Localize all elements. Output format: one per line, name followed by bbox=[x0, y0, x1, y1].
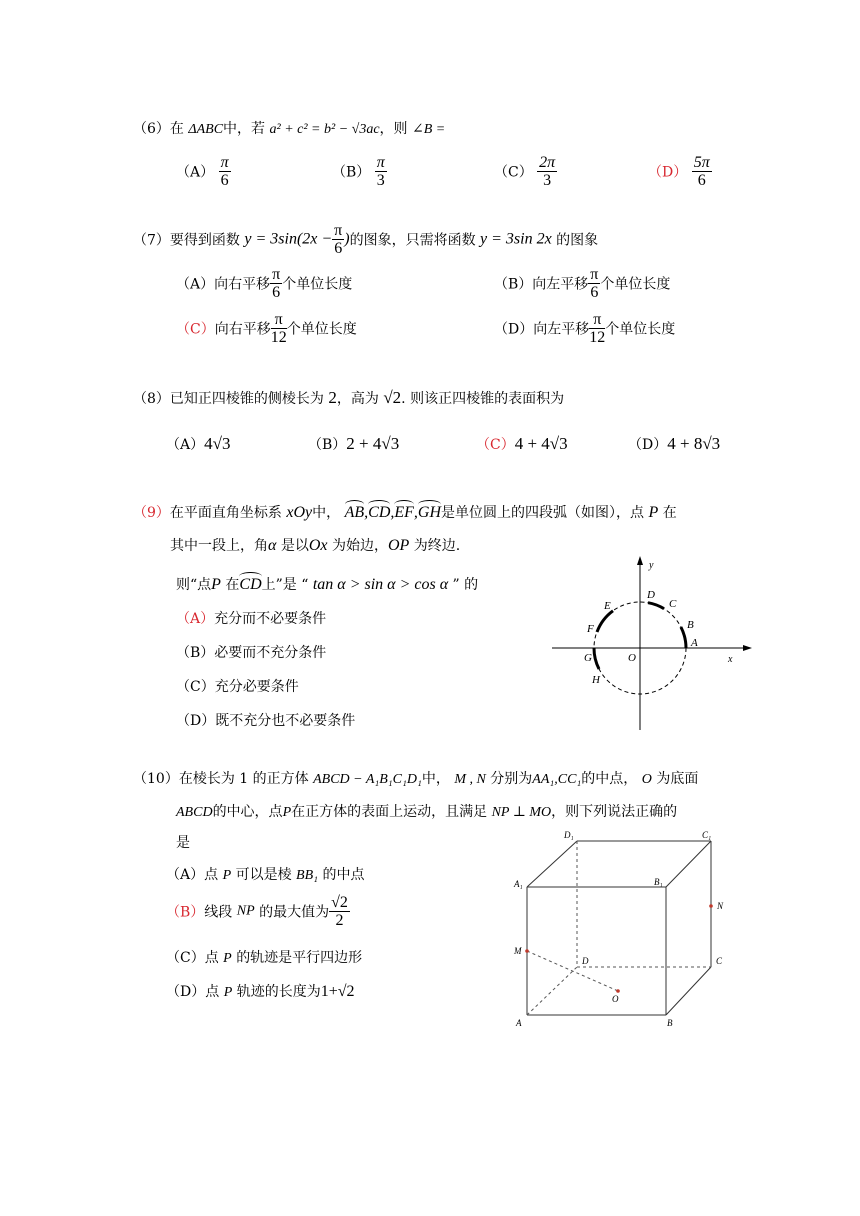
numerator: π bbox=[376, 154, 385, 171]
option-text: 个单位长度 bbox=[286, 321, 357, 338]
option-label: （D） bbox=[176, 713, 216, 729]
label-o: O bbox=[628, 652, 636, 664]
option-label-correct: （A） bbox=[176, 611, 215, 627]
option-label: （A） bbox=[166, 867, 205, 883]
point-o bbox=[616, 989, 620, 993]
q10-math: AA₁,CC₁ bbox=[532, 772, 582, 787]
q9-text: 在 bbox=[225, 577, 240, 593]
q6-option-a[interactable] bbox=[176, 154, 231, 189]
q9-line-1: （9）在平面直角坐标系 xOy中， AB,CD,EF,GH是单位圆上的四段弧（如图），点 P 在 bbox=[133, 504, 677, 521]
option-label: （B） bbox=[332, 164, 371, 181]
arc-ef: EF bbox=[394, 504, 414, 521]
arc-cd: CD bbox=[368, 504, 391, 521]
option-value: 1+√2 bbox=[320, 983, 355, 1000]
option-text: 点 bbox=[204, 950, 219, 966]
q10-math: ABCD − A₁B₁C₁D₁ bbox=[313, 772, 422, 787]
option-text: 可以是棱 bbox=[235, 867, 292, 883]
q10-math: NP ⊥ MO bbox=[491, 805, 552, 820]
fraction bbox=[588, 266, 600, 301]
q8-value: 2 bbox=[328, 388, 337, 407]
q7-option-d[interactable] bbox=[494, 311, 675, 346]
option-math: P bbox=[223, 985, 233, 1000]
label-g: G bbox=[584, 652, 592, 664]
denominator: 3 bbox=[543, 172, 552, 189]
label-c: C bbox=[669, 598, 677, 610]
q8-text: . 则该正四棱锥的表面积为 bbox=[401, 391, 565, 407]
q6-number: （6） bbox=[133, 121, 170, 137]
q6-stem bbox=[133, 118, 445, 138]
q10-text: 为底面 bbox=[656, 771, 699, 787]
q6-text: 在 bbox=[169, 121, 184, 137]
option-label: （D） bbox=[494, 321, 534, 338]
label-b1: B₁ bbox=[654, 877, 663, 887]
edge-b1c1 bbox=[666, 841, 711, 887]
q6-text: 中，若 bbox=[223, 121, 266, 137]
q9-text: 上”是 “ bbox=[261, 577, 309, 593]
q9-option-d[interactable] bbox=[176, 710, 355, 730]
q6-equation: a² + c² = b² − √3ac bbox=[269, 122, 380, 137]
q7-number: （7） bbox=[133, 232, 170, 249]
q10-math: M , N bbox=[454, 772, 486, 787]
label-a: A bbox=[691, 637, 698, 649]
option-text: 个单位长度 bbox=[605, 321, 676, 338]
option-text: 充分必要条件 bbox=[214, 679, 299, 695]
option-label: （C） bbox=[166, 950, 205, 966]
cube-figure bbox=[508, 826, 738, 1036]
option-math: BB₁ bbox=[296, 868, 319, 883]
label-b: B bbox=[667, 1018, 673, 1028]
option-text: 的最大值为 bbox=[259, 904, 330, 921]
arc-gh: GH bbox=[417, 504, 442, 521]
label-o: O bbox=[612, 994, 619, 1004]
q8-option-c[interactable] bbox=[476, 434, 568, 454]
numerator: 5π bbox=[693, 154, 710, 171]
q9-text: 为终边. bbox=[413, 538, 461, 554]
denominator: 2 bbox=[335, 912, 344, 929]
fraction bbox=[329, 894, 350, 929]
q9-text: 为始边， bbox=[331, 538, 388, 554]
q10-number: （10） bbox=[133, 771, 179, 787]
option-text: 个单位长度 bbox=[282, 276, 353, 293]
option-value: 4 + 8√3 bbox=[667, 434, 721, 453]
edge-bc bbox=[666, 967, 711, 1015]
label-d: D bbox=[647, 589, 655, 601]
q7-option-b[interactable] bbox=[494, 266, 670, 301]
q9-math: α bbox=[268, 537, 277, 554]
label-c: C bbox=[716, 956, 723, 966]
arc-cd-mark bbox=[648, 603, 664, 609]
q10-option-a[interactable] bbox=[166, 864, 364, 884]
q9-text: 是单位圆上的四段弧（如图），点 bbox=[441, 505, 645, 521]
q10-text: 分别为 bbox=[490, 771, 533, 787]
option-label-correct: （B） bbox=[166, 904, 205, 921]
option-math: P bbox=[222, 868, 232, 883]
option-label-correct: （D） bbox=[648, 164, 688, 181]
q8-value: √2 bbox=[383, 388, 402, 407]
q7-text: 的图象 bbox=[556, 232, 599, 249]
q7-option-a[interactable] bbox=[176, 266, 352, 301]
label-d: D bbox=[582, 956, 589, 966]
denominator: 6 bbox=[220, 172, 229, 189]
option-label: （A） bbox=[176, 276, 215, 293]
option-math: P bbox=[223, 951, 232, 966]
arc-ab-mark bbox=[681, 627, 686, 648]
fraction bbox=[270, 266, 282, 301]
q9-text: 是以 bbox=[280, 538, 309, 554]
q10-text: ，则下列说法正确的 bbox=[551, 804, 678, 820]
q10-text: 的中心，点 bbox=[212, 804, 283, 820]
q9-text: 则“点 bbox=[176, 577, 212, 593]
q10-text: 是 bbox=[176, 835, 190, 851]
q9-math: OP bbox=[387, 537, 410, 554]
q8-option-a[interactable] bbox=[166, 434, 230, 454]
q10-math: ABCD bbox=[176, 805, 213, 820]
option-label: （B） bbox=[176, 645, 215, 661]
arc-ef-mark bbox=[597, 611, 613, 632]
option-text: 向左平移 bbox=[532, 276, 589, 293]
option-math: NP bbox=[236, 903, 255, 919]
option-label: （B） bbox=[494, 276, 533, 293]
q9-number: （9） bbox=[133, 505, 170, 521]
denominator: 12 bbox=[589, 329, 606, 346]
q10-line-2 bbox=[176, 801, 677, 821]
label-f: F bbox=[587, 623, 594, 635]
q9-text: 在平面直角坐标系 bbox=[169, 505, 282, 521]
q7-option-c[interactable] bbox=[176, 311, 357, 346]
option-label: （B） bbox=[308, 437, 347, 453]
option-label: （C） bbox=[494, 164, 533, 181]
q10-math: O bbox=[641, 772, 652, 787]
label-m: M bbox=[514, 946, 522, 956]
arc-gh-mark bbox=[594, 648, 599, 669]
label-d1: D₁ bbox=[564, 830, 574, 840]
segment-mo bbox=[527, 951, 618, 991]
denominator: 6 bbox=[334, 240, 343, 257]
q10-text: 的中点， bbox=[581, 771, 638, 787]
q10-math: P bbox=[282, 805, 292, 820]
fraction bbox=[692, 154, 712, 189]
q6-text: ，则 bbox=[379, 121, 408, 137]
q9-math: Ox bbox=[308, 537, 328, 554]
option-text: 向右平移 bbox=[214, 321, 271, 338]
q9-math: P bbox=[648, 504, 659, 521]
numerator: π bbox=[589, 311, 605, 329]
q10-text: 在棱长为 1 的正方体 bbox=[178, 771, 309, 787]
q9-line-2 bbox=[170, 535, 460, 555]
option-label-correct: （C） bbox=[476, 437, 515, 453]
q7-function: y = 3sin(2x − bbox=[244, 230, 333, 248]
option-text: 线段 bbox=[204, 904, 233, 921]
q8-stem bbox=[133, 388, 564, 408]
q8-number: （8） bbox=[133, 391, 170, 407]
numerator: √2 bbox=[331, 894, 348, 911]
option-text: 必要而不充分条件 bbox=[214, 645, 327, 661]
point-n bbox=[709, 904, 713, 908]
fraction bbox=[375, 154, 387, 189]
label-e: E bbox=[604, 600, 611, 612]
option-text: 的轨迹是平行四边形 bbox=[236, 950, 363, 966]
point-m bbox=[525, 949, 529, 953]
q6-option-d[interactable] bbox=[648, 154, 712, 189]
q9-math: P bbox=[211, 576, 221, 593]
option-label: （A） bbox=[176, 164, 215, 181]
option-text: 点 bbox=[204, 867, 219, 883]
q10-text: 中， bbox=[421, 771, 450, 787]
q9-text: 在 bbox=[662, 505, 677, 521]
q9-text: 中， bbox=[312, 505, 341, 521]
option-text: 点 bbox=[205, 984, 220, 1000]
x-axis-arrow bbox=[743, 645, 752, 651]
arc-cd: CD bbox=[239, 576, 262, 593]
q8-option-d[interactable] bbox=[628, 434, 720, 454]
q8-text: 已知正四棱锥的侧棱长为 bbox=[169, 391, 324, 407]
q9-option-b[interactable] bbox=[176, 642, 326, 662]
option-value: 2 + 4√3 bbox=[346, 434, 400, 453]
denominator: 12 bbox=[270, 329, 287, 346]
fraction bbox=[537, 154, 557, 189]
label-a1: A₁ bbox=[514, 879, 523, 889]
option-text: 向右平移 bbox=[214, 276, 271, 293]
label-x: x bbox=[728, 654, 733, 665]
option-text: 个单位长度 bbox=[600, 276, 671, 293]
denominator: 6 bbox=[590, 284, 599, 301]
q10-option-c[interactable] bbox=[166, 947, 362, 967]
arc-ab: AB bbox=[344, 504, 365, 521]
label-h: H bbox=[592, 674, 600, 686]
label-b: B bbox=[687, 619, 694, 631]
denominator: 6 bbox=[272, 284, 281, 301]
q9-condition: tan α > sin α > cos α bbox=[312, 576, 449, 593]
q9-text: ” 的 bbox=[452, 577, 479, 593]
option-label: （D） bbox=[628, 437, 668, 453]
q7-text: 的图象，只需将函数 bbox=[349, 232, 476, 249]
option-text: 既不充分也不必要条件 bbox=[215, 713, 356, 729]
option-text: 的中点 bbox=[322, 867, 365, 883]
q10-text: 在正方体的表面上运动，且满足 bbox=[291, 804, 488, 820]
option-label: （C） bbox=[176, 679, 215, 695]
q6-option-c[interactable] bbox=[494, 154, 557, 189]
q10-option-d[interactable] bbox=[166, 981, 355, 1001]
option-value: 4√3 bbox=[204, 434, 231, 453]
y-axis-arrow bbox=[637, 556, 643, 565]
fraction bbox=[589, 311, 605, 346]
q9-text: 其中一段上，角 bbox=[170, 538, 268, 554]
unit-circle-figure bbox=[550, 550, 760, 735]
fraction bbox=[219, 154, 231, 189]
numerator: π bbox=[271, 311, 287, 329]
q6-angle: ∠B = bbox=[412, 122, 446, 137]
option-label: （D） bbox=[166, 984, 206, 1000]
denominator: 6 bbox=[697, 172, 706, 189]
denominator: 3 bbox=[376, 172, 385, 189]
numerator: 2π bbox=[539, 154, 556, 171]
q10-line-3 bbox=[176, 832, 190, 852]
label-c1: C₁ bbox=[702, 830, 712, 840]
numerator: π bbox=[272, 266, 281, 283]
q10-line-1 bbox=[133, 768, 698, 788]
label-a: A bbox=[516, 1018, 522, 1028]
q7-stem bbox=[133, 222, 598, 257]
option-label-correct: （C） bbox=[176, 321, 215, 338]
q7-text: 要得到函数 bbox=[169, 232, 240, 249]
fraction bbox=[332, 222, 344, 257]
q6-triangle: ΔABC bbox=[188, 122, 224, 137]
label-n: N bbox=[717, 901, 724, 911]
q7-function: y = 3sin 2x bbox=[480, 230, 552, 248]
q8-option-b[interactable] bbox=[308, 434, 399, 454]
numerator: π bbox=[334, 222, 343, 239]
numerator: π bbox=[220, 154, 229, 171]
edge-a1d1 bbox=[527, 841, 577, 887]
q9-line-3 bbox=[176, 574, 478, 594]
q8-text: ，高为 bbox=[336, 391, 379, 407]
edge-ad-hidden bbox=[527, 967, 577, 1015]
option-text: 轨迹的长度为 bbox=[236, 984, 321, 1000]
q7-function: ) bbox=[344, 230, 350, 248]
q9-math: xOy bbox=[286, 504, 313, 521]
q6-option-b[interactable] bbox=[332, 154, 387, 189]
fraction bbox=[271, 311, 287, 346]
option-text: 充分而不必要条件 bbox=[214, 611, 327, 627]
q9-option-c[interactable] bbox=[176, 676, 299, 696]
q10-option-b[interactable] bbox=[166, 894, 350, 929]
q9-option-a[interactable] bbox=[176, 608, 326, 628]
label-y: y bbox=[649, 560, 654, 571]
option-value: 4 + 4√3 bbox=[514, 434, 568, 453]
numerator: π bbox=[590, 266, 599, 283]
option-label: （A） bbox=[166, 437, 205, 453]
option-text: 向左平移 bbox=[533, 321, 590, 338]
